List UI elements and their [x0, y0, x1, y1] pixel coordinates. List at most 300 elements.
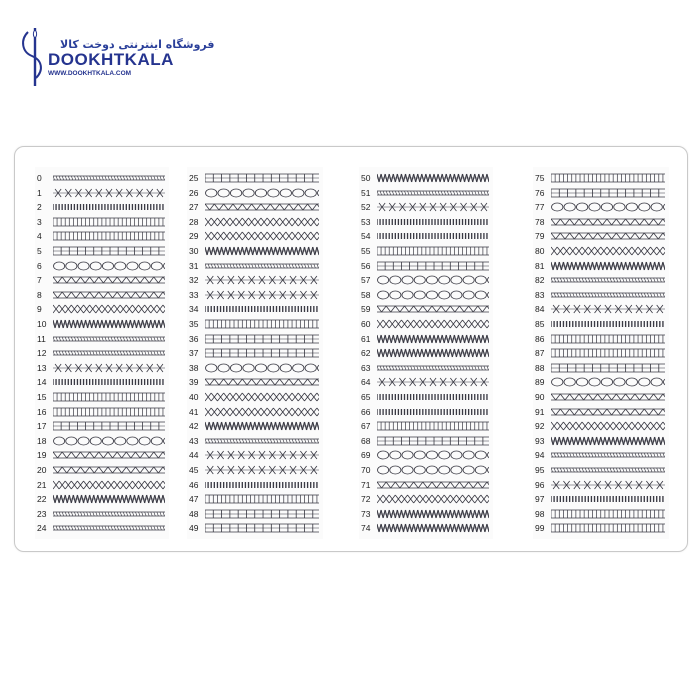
stitch-row [187, 332, 323, 346]
stitch-pattern [53, 202, 165, 212]
stitch-row [35, 200, 169, 214]
stitch-row [35, 478, 169, 492]
stitch-number: 48 [189, 508, 199, 519]
stitch-pattern [377, 480, 489, 490]
stitch-number: 15 [37, 392, 47, 402]
stitch-number: 58 [361, 289, 371, 300]
stitch-row [359, 434, 493, 448]
stitch-row [533, 288, 669, 302]
stitch-row [359, 229, 493, 243]
stitch-row [187, 273, 323, 287]
stitch-pattern [205, 465, 319, 475]
stitch-number: 95 [535, 465, 545, 475]
stitch-row [533, 200, 669, 214]
stitch-number: 4 [37, 231, 42, 242]
stitch-number: 84 [535, 304, 545, 315]
stitch-row [533, 186, 669, 200]
stitch-number: 49 [189, 523, 199, 534]
stitch-pattern [205, 436, 319, 446]
stitch-number: 91 [535, 406, 545, 417]
stitch-pattern [205, 523, 319, 533]
stitch-row [533, 434, 669, 448]
stitch-number: 82 [535, 275, 545, 286]
stitch-row [187, 200, 323, 214]
stitch-number: 79 [535, 231, 545, 242]
stitch-row [35, 229, 169, 243]
stitch-pattern [53, 261, 165, 271]
stitch-number: 23 [37, 508, 47, 519]
stitch-row [35, 448, 169, 462]
stitch-number: 71 [361, 479, 371, 490]
stitch-row [359, 317, 493, 331]
stitch-pattern [377, 275, 489, 285]
stitch-number: 56 [361, 260, 371, 271]
stitch-number: 42 [189, 421, 199, 432]
stitch-number: 12 [37, 348, 47, 359]
stitch-number: 62 [361, 348, 371, 359]
stitch-pattern [205, 348, 319, 358]
stitch-number: 22 [37, 494, 47, 505]
brand-url: WWW.DOOKHTKALA.COM [48, 70, 132, 77]
brand-persian-name: فروشگاه اینترنتی دوخت کالا [60, 38, 215, 51]
stitch-pattern [377, 173, 489, 183]
stitch-column-3-rows [359, 167, 493, 539]
stitch-pattern [377, 304, 489, 314]
stitch-row [35, 419, 169, 433]
stitch-row [35, 171, 169, 185]
stitch-pattern [377, 421, 489, 431]
stitch-row [187, 288, 323, 302]
stitch-number: 66 [361, 406, 371, 417]
stitch-pattern [377, 246, 489, 256]
stitch-pattern [53, 392, 165, 402]
stitch-row [359, 405, 493, 419]
stitch-pattern [205, 246, 319, 256]
stitch-number: 86 [535, 333, 545, 344]
stitch-row [359, 273, 493, 287]
stitch-number: 81 [535, 260, 545, 271]
stitch-pattern [205, 392, 319, 402]
stitch-number: 30 [189, 246, 199, 256]
stitch-pattern [205, 421, 319, 431]
stitch-number: 1 [37, 187, 42, 198]
stitch-pattern [377, 407, 489, 417]
stitch-row [35, 259, 169, 273]
stitch-row [187, 259, 323, 273]
stitch-pattern [205, 509, 319, 519]
stitch-column-2-rows [187, 167, 323, 539]
stitch-number: 59 [361, 304, 371, 315]
stitch-row [533, 215, 669, 229]
stitch-number: 26 [189, 187, 199, 198]
stitch-number: 39 [189, 377, 199, 388]
stitch-pattern [205, 202, 319, 212]
stitch-row [187, 405, 323, 419]
stitch-pattern [551, 231, 665, 241]
stitch-pattern [551, 188, 665, 198]
stitch-number: 40 [189, 392, 199, 402]
stitch-row [533, 507, 669, 521]
stitch-row [187, 244, 323, 258]
stitch-row [533, 302, 669, 316]
stitch-row [359, 200, 493, 214]
stitch-pattern [551, 275, 665, 285]
stitch-pattern [377, 450, 489, 460]
stitch-row [359, 448, 493, 462]
stitch-row [359, 521, 493, 535]
stitch-number: 57 [361, 275, 371, 286]
stitch-pattern [551, 465, 665, 475]
stitch-pattern [377, 523, 489, 533]
stitch-row [35, 463, 169, 477]
stitch-row [35, 346, 169, 360]
stitch-number: 93 [535, 435, 545, 446]
stitch-pattern [377, 348, 489, 358]
stitch-row [187, 448, 323, 462]
stitch-number: 5 [37, 246, 42, 256]
stitch-number: 0 [37, 173, 42, 183]
stitch-row [533, 346, 669, 360]
stitch-number: 18 [37, 435, 47, 446]
stitch-pattern [205, 480, 319, 490]
stitch-number: 31 [189, 260, 199, 271]
stitch-number: 50 [361, 173, 371, 183]
stitch-row [533, 521, 669, 535]
stitch-row [187, 171, 323, 185]
stitch-column-3 [359, 167, 493, 539]
stitch-row [35, 375, 169, 389]
stitch-pattern [551, 261, 665, 271]
stitch-column-4-rows [533, 167, 669, 539]
stitch-pattern [551, 363, 665, 373]
stitch-pattern [377, 494, 489, 504]
stitch-number: 54 [361, 231, 371, 242]
stitch-number: 94 [535, 450, 545, 461]
stitch-number: 27 [189, 202, 199, 213]
stitch-row [359, 215, 493, 229]
stitch-column-4 [533, 167, 669, 539]
stitch-row [187, 375, 323, 389]
stitch-row [359, 419, 493, 433]
brand-logo[interactable] [18, 26, 215, 86]
stitch-number: 21 [37, 479, 47, 490]
stitch-number: 3 [37, 216, 42, 227]
stitch-column-1-rows [35, 167, 169, 539]
stitch-number: 8 [37, 289, 42, 300]
stitch-row [533, 463, 669, 477]
stitch-row [187, 434, 323, 448]
stitch-row [533, 478, 669, 492]
stitch-row [533, 375, 669, 389]
stitch-row [187, 419, 323, 433]
stitch-pattern [53, 290, 165, 300]
stitch-row [35, 507, 169, 521]
stitch-number: 34 [189, 304, 199, 315]
stitch-row [359, 244, 493, 258]
stitch-number: 36 [189, 333, 199, 344]
stitch-number: 70 [361, 465, 371, 475]
stitch-row [187, 215, 323, 229]
stitch-pattern [205, 304, 319, 314]
stitch-number: 51 [361, 187, 371, 198]
stitch-number: 87 [535, 348, 545, 359]
stitch-pattern [53, 188, 165, 198]
stitch-row [359, 346, 493, 360]
stitch-row [187, 317, 323, 331]
stitch-row [35, 273, 169, 287]
stitch-pattern [551, 202, 665, 212]
stitch-row [359, 375, 493, 389]
stitch-pattern [53, 480, 165, 490]
stitch-pattern [205, 363, 319, 373]
stitch-pattern [377, 377, 489, 387]
stitch-pattern [551, 290, 665, 300]
stitch-row [35, 288, 169, 302]
stitch-row [359, 507, 493, 521]
stitch-pattern [53, 465, 165, 475]
stitch-number: 74 [361, 523, 371, 534]
stitch-number: 33 [189, 289, 199, 300]
stitch-pattern [53, 363, 165, 373]
stitch-pattern [551, 217, 665, 227]
stitch-pattern [205, 231, 319, 241]
stitch-pattern [551, 480, 665, 490]
stitch-row [35, 434, 169, 448]
stitch-pattern [205, 188, 319, 198]
stitch-number: 24 [37, 523, 47, 534]
stitch-number: 53 [361, 216, 371, 227]
stitch-pattern [551, 246, 665, 256]
stitch-pattern [551, 407, 665, 417]
stitch-column-2 [187, 167, 323, 539]
stitch-row [35, 521, 169, 535]
stitch-number: 90 [535, 392, 545, 402]
stitch-pattern [377, 465, 489, 475]
stitch-pattern [377, 436, 489, 446]
stitch-row [533, 229, 669, 243]
stitch-row [533, 273, 669, 287]
stitch-number: 9 [37, 304, 42, 315]
stitch-number: 97 [535, 494, 545, 505]
stitch-row [187, 463, 323, 477]
stitch-row [359, 332, 493, 346]
stitch-number: 69 [361, 450, 371, 461]
stitch-number: 11 [37, 333, 46, 344]
stitch-number: 29 [189, 231, 199, 242]
stitch-row [533, 317, 669, 331]
stitch-pattern [205, 173, 319, 183]
stitch-number: 20 [37, 465, 47, 475]
stitch-pattern [53, 494, 165, 504]
stitch-row [187, 229, 323, 243]
stitch-pattern [53, 246, 165, 256]
stitch-pattern [551, 450, 665, 460]
stitch-row [187, 492, 323, 506]
stitch-row [35, 215, 169, 229]
stitch-row [533, 332, 669, 346]
stitch-row [187, 478, 323, 492]
stitch-pattern [551, 523, 665, 533]
stitch-number: 7 [37, 275, 42, 286]
stitch-number: 99 [535, 523, 545, 534]
stitch-number: 73 [361, 508, 371, 519]
stitch-pattern [53, 509, 165, 519]
stitch-number: 89 [535, 377, 545, 388]
stitch-row [359, 259, 493, 273]
stitch-pattern [551, 348, 665, 358]
stitch-number: 13 [37, 362, 47, 373]
stitch-pattern [53, 304, 165, 314]
stitch-row [533, 259, 669, 273]
stitch-row [359, 171, 493, 185]
stitch-row [187, 302, 323, 316]
brand-name: DOOKHTKALA [48, 50, 174, 69]
stitch-row [533, 390, 669, 404]
stitch-number: 80 [535, 246, 545, 256]
stitch-number: 38 [189, 362, 199, 373]
stitch-row [359, 186, 493, 200]
stitch-pattern [205, 334, 319, 344]
stitch-pattern [551, 421, 665, 431]
stitch-pattern [205, 290, 319, 300]
stitch-number: 52 [361, 202, 371, 213]
stitch-number: 83 [535, 289, 545, 300]
stitch-pattern [377, 334, 489, 344]
stitch-row [359, 390, 493, 404]
stitch-number: 75 [535, 173, 545, 183]
stitch-pattern [53, 275, 165, 285]
stitch-row [187, 361, 323, 375]
stitch-number: 19 [37, 450, 47, 461]
stitch-number: 76 [535, 187, 545, 198]
stitch-pattern [205, 450, 319, 460]
stitch-pattern [53, 231, 165, 241]
stitch-pattern [53, 173, 165, 183]
stitch-pattern [205, 494, 319, 504]
stitch-pattern [53, 348, 165, 358]
stitch-number: 63 [361, 362, 371, 373]
stitch-number: 55 [361, 246, 371, 256]
stitch-row [187, 521, 323, 535]
stitch-number: 43 [189, 435, 199, 446]
stitch-row [187, 186, 323, 200]
stitch-chart-card [14, 146, 688, 552]
stitch-pattern [551, 436, 665, 446]
stitch-number: 98 [535, 508, 545, 519]
stitch-pattern [377, 363, 489, 373]
stitch-number: 67 [361, 421, 371, 432]
stitch-number: 72 [361, 494, 371, 505]
stitch-pattern [377, 290, 489, 300]
stitch-column-1 [35, 167, 169, 539]
stitch-pattern [377, 231, 489, 241]
stitch-row [359, 463, 493, 477]
stitch-number: 46 [189, 479, 199, 490]
stitch-number: 41 [189, 406, 199, 417]
stitch-number: 64 [361, 377, 371, 388]
stitch-row [359, 288, 493, 302]
stitch-row [187, 507, 323, 521]
stitch-number: 16 [37, 406, 47, 417]
stitch-row [533, 419, 669, 433]
stitch-row [35, 244, 169, 258]
stitch-number: 17 [37, 421, 47, 432]
stitch-row [35, 317, 169, 331]
stitch-row [359, 478, 493, 492]
stitch-row [35, 405, 169, 419]
stitch-number: 65 [361, 392, 371, 402]
stitch-pattern [53, 217, 165, 227]
stitch-row [35, 302, 169, 316]
stitch-pattern [205, 377, 319, 387]
stitch-row [533, 448, 669, 462]
stitch-pattern [551, 494, 665, 504]
stitch-number: 2 [37, 202, 42, 213]
stitch-pattern [551, 377, 665, 387]
stitch-pattern [205, 275, 319, 285]
stitch-row [187, 390, 323, 404]
stitch-pattern [53, 334, 165, 344]
stitch-row [359, 361, 493, 375]
stitch-number: 85 [535, 319, 545, 329]
stitch-number: 78 [535, 216, 545, 227]
stitch-number: 60 [361, 319, 371, 329]
stitch-number: 32 [189, 275, 199, 286]
stitch-number: 35 [189, 319, 199, 329]
stitch-pattern [551, 334, 665, 344]
stitch-number: 6 [37, 260, 42, 271]
stitch-row [533, 244, 669, 258]
stitch-number: 92 [535, 421, 545, 432]
stitch-pattern [205, 319, 319, 329]
stitch-pattern [377, 509, 489, 519]
stitch-pattern [205, 261, 319, 271]
stitch-pattern [377, 188, 489, 198]
stitch-row [533, 171, 669, 185]
stitch-pattern [377, 392, 489, 402]
stitch-number: 61 [361, 333, 371, 344]
stitch-row [187, 346, 323, 360]
stitch-row [35, 332, 169, 346]
stitch-pattern [53, 421, 165, 431]
stitch-number: 47 [189, 494, 199, 505]
stitch-row [35, 361, 169, 375]
stitch-number: 96 [535, 479, 545, 490]
stitch-pattern [551, 173, 665, 183]
stitch-number: 77 [535, 202, 545, 213]
stitch-pattern [53, 523, 165, 533]
stitch-number: 44 [189, 450, 199, 461]
stitch-row [35, 492, 169, 506]
stitch-number: 45 [189, 465, 199, 475]
stitch-row [35, 390, 169, 404]
stitch-pattern [551, 304, 665, 314]
stitch-number: 28 [189, 216, 199, 227]
stitch-row [533, 492, 669, 506]
stitch-pattern [377, 202, 489, 212]
stitch-pattern [551, 509, 665, 519]
stitch-row [533, 405, 669, 419]
stitch-pattern [205, 407, 319, 417]
stitch-number: 88 [535, 362, 545, 373]
stitch-pattern [53, 319, 165, 329]
stitch-pattern [377, 261, 489, 271]
stitch-pattern [53, 407, 165, 417]
stitch-row [533, 361, 669, 375]
stitch-number: 37 [189, 348, 199, 359]
stitch-row [359, 302, 493, 316]
stitch-pattern [205, 217, 319, 227]
